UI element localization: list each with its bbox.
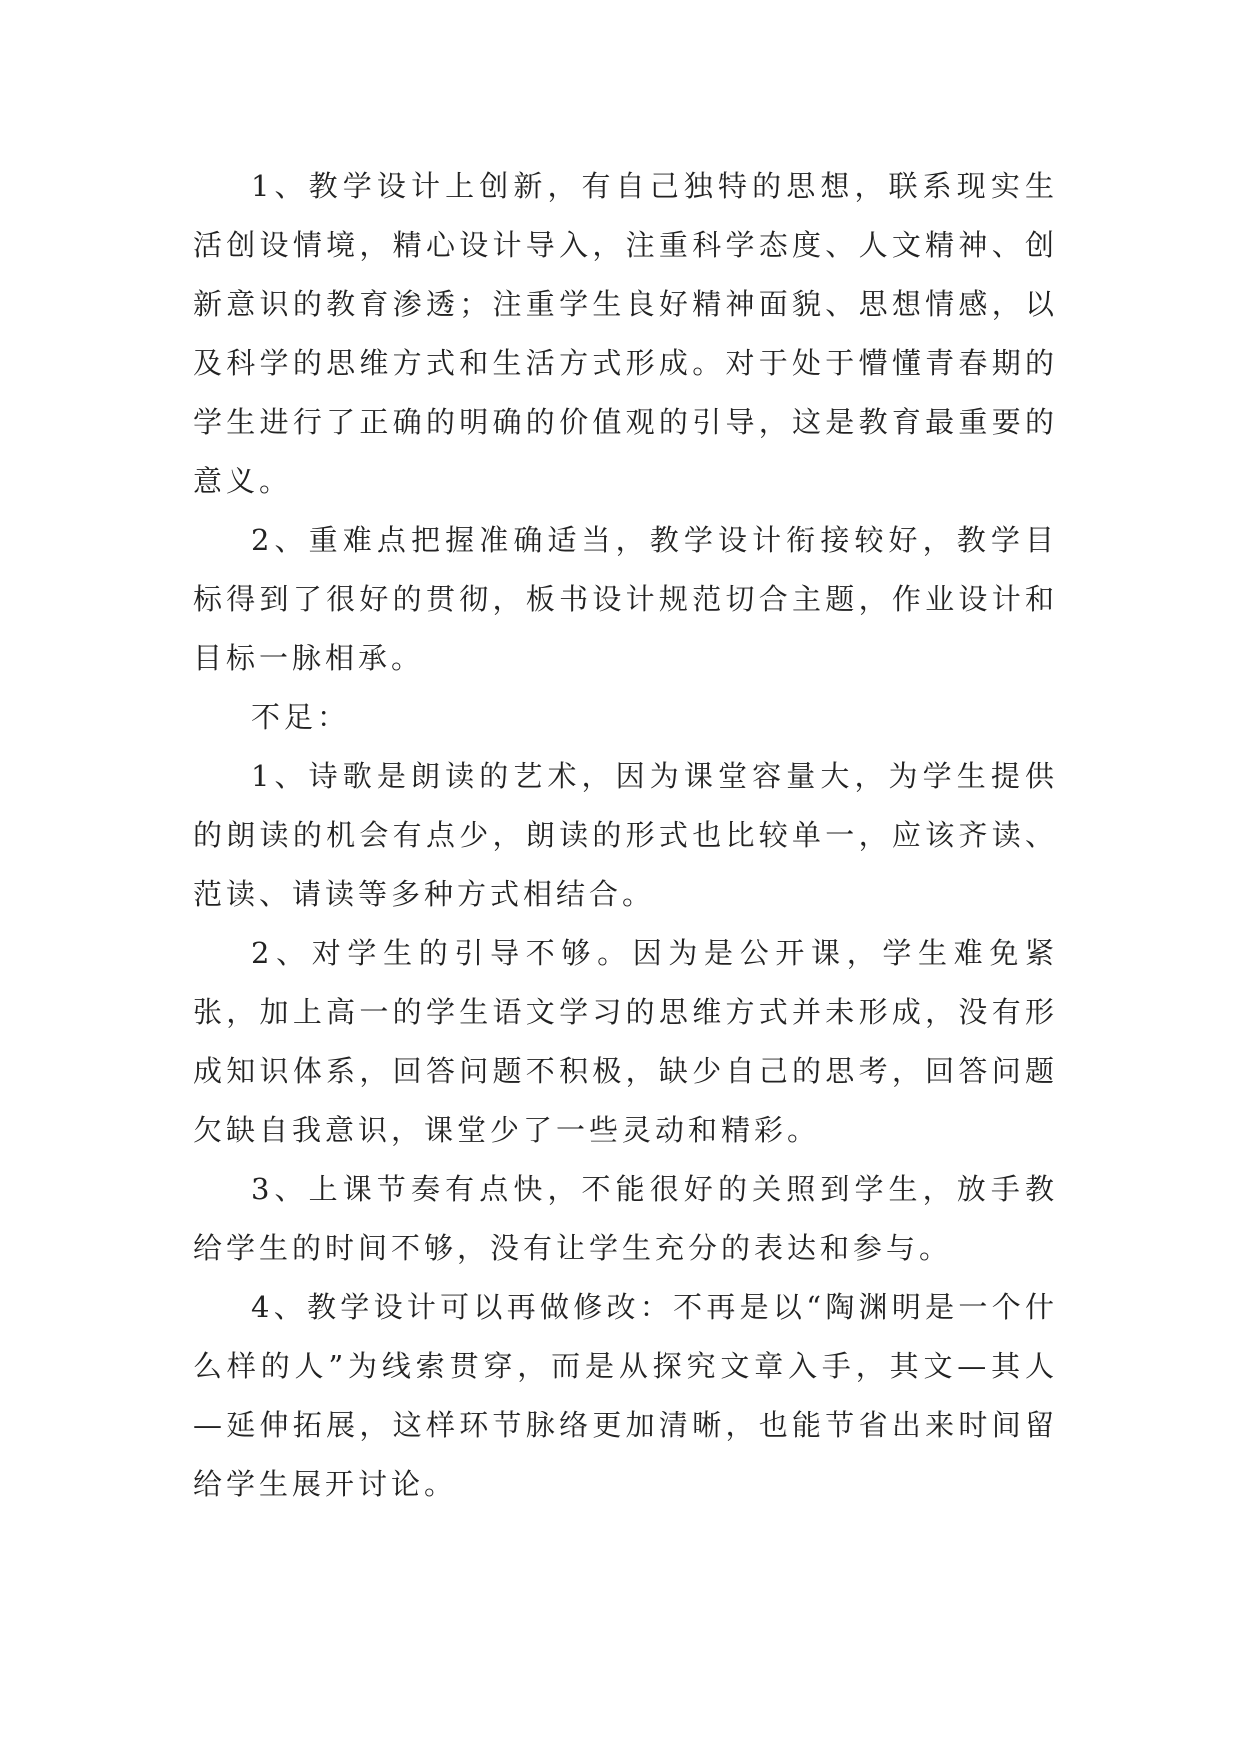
paragraph-strength-1: 1、教学设计上创新，有自己独特的思想，联系现实生活创设情境，精心设计导入，注重科学态度、人文精神、创新意识的教育渗透；注重学生良好精神面貌、思想情感，以及科学的思维方式和生活方式形成。对于处于懵懂青春期的学生进行了正确的明确的价值观的引导，这是教育最重要的意义。: [193, 169, 1058, 498]
document-body: [193, 157, 1058, 1514]
paragraph-shortcoming-3: 3、上课节奏有点快，不能很好的关照到学生，放手教给学生的时间不够，没有让学生充分的表达和参与。: [193, 1172, 1058, 1265]
section-heading-shortcomings: 不足：: [251, 700, 351, 734]
paragraph-strength-2: 2、重难点把握准确适当，教学设计衔接较好，教学目标得到了很好的贯彻，板书设计规范切合主题，作业设计和目标一脉相承。: [193, 523, 1058, 675]
paragraph-shortcoming-4: 4、教学设计可以再做修改：不再是以“陶渊明是一个什么样的人”为线索贯穿，而是从探究文章入手，其文—其人—延伸拓展，这样环节脉络更加清晰，也能节省出来时间留给学生展开讨论。: [193, 1290, 1058, 1501]
paragraph-shortcoming-1: 1、诗歌是朗读的艺术，因为课堂容量大，为学生提供的朗读的机会有点少，朗读的形式也比较单一，应该齐读、范读、请读等多种方式相结合。: [193, 759, 1058, 911]
paragraph-shortcoming-2: 2、对学生的引导不够。因为是公开课，学生难免紧张，加上高一的学生语文学习的思维方式并未形成，没有形成知识体系，回答问题不积极，缺少自己的思考，回答问题欠缺自我意识，课堂少了一些灵动和精彩。: [193, 936, 1058, 1147]
